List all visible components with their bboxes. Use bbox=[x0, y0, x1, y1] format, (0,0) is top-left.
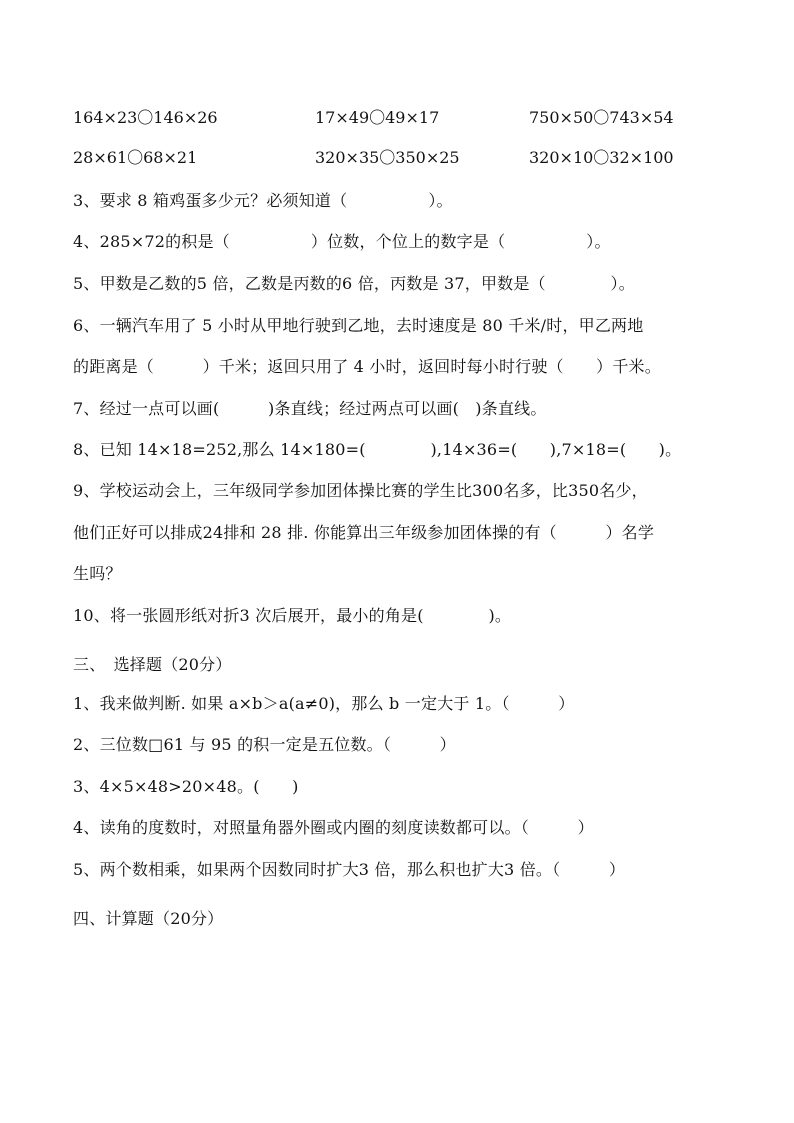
question-6-line-1: 6、一辆汽车用了 5 小时从甲地行驶到乙地，去时速度是 80 千米/时，甲乙两地 bbox=[73, 316, 644, 335]
section-4-heading: 四、计算题（20分） bbox=[73, 909, 224, 928]
choice-1: 1、我来做判断. 如果 a×b＞a(a≠0)，那么 b 一定大于 1。（ ） bbox=[73, 694, 575, 713]
section-3-heading: 三、 选择题（20分） bbox=[73, 655, 232, 674]
choice-4: 4、读角的度数时，对照量角器外圈或内圈的刻度读数都可以。（ ） bbox=[73, 818, 594, 837]
question-3: 3、要求 8 箱鸡蛋多少元？必须知道（ ）。 bbox=[73, 191, 453, 210]
comparison-item: 28×61〇68×21 bbox=[73, 148, 198, 167]
question-9-line-3: 生吗？ bbox=[73, 564, 122, 583]
comparison-item: 750×50〇743×54 bbox=[529, 108, 674, 127]
choice-3: 3、4×5×48>20×48。( ) bbox=[73, 777, 299, 796]
question-5: 5、甲数是乙数的5 倍，乙数是丙数的6 倍，丙数是 37，甲数是（ ）。 bbox=[73, 274, 635, 293]
question-8: 8、已知 14×18=252,那么 14×180=( ),14×36=( ),7×18=( )。 bbox=[73, 440, 682, 459]
comparison-item: 320×35〇350×25 bbox=[315, 148, 460, 167]
comparison-row-2 bbox=[73, 148, 773, 168]
question-9-line-2: 他们正好可以排成24排和 28 排. 你能算出三年级参加团体操的有（ ）名学 bbox=[73, 523, 655, 542]
question-4: 4、285×72的积是（ ）位数，个位上的数字是（ ）。 bbox=[73, 232, 611, 251]
choice-5: 5、两个数相乘，如果两个因数同时扩大3 倍，那么积也扩大3 倍。（ ） bbox=[73, 860, 626, 879]
comparison-item: 164×23〇146×26 bbox=[73, 108, 218, 127]
question-7: 7、经过一点可以画( )条直线；经过两点可以画( )条直线。 bbox=[73, 399, 547, 418]
question-9-line-1: 9、学校运动会上，三年级同学参加团体操比赛的学生比300名多，比350名少， bbox=[73, 481, 648, 500]
comparison-item: 320×10〇32×100 bbox=[529, 148, 674, 167]
choice-2: 2、三位数□61 与 95 的积一定是五位数。（ ） bbox=[73, 735, 456, 754]
question-10: 10、将一张圆形纸对折3 次后展开，最小的角是( )。 bbox=[73, 606, 512, 625]
question-6-line-2: 的距离是（ ）千米；返回只用了 4 小时，返回时每小时行驶（ ）千米。 bbox=[73, 357, 661, 376]
comparison-item: 17×49〇49×17 bbox=[315, 108, 440, 127]
comparison-row-1 bbox=[73, 108, 773, 128]
